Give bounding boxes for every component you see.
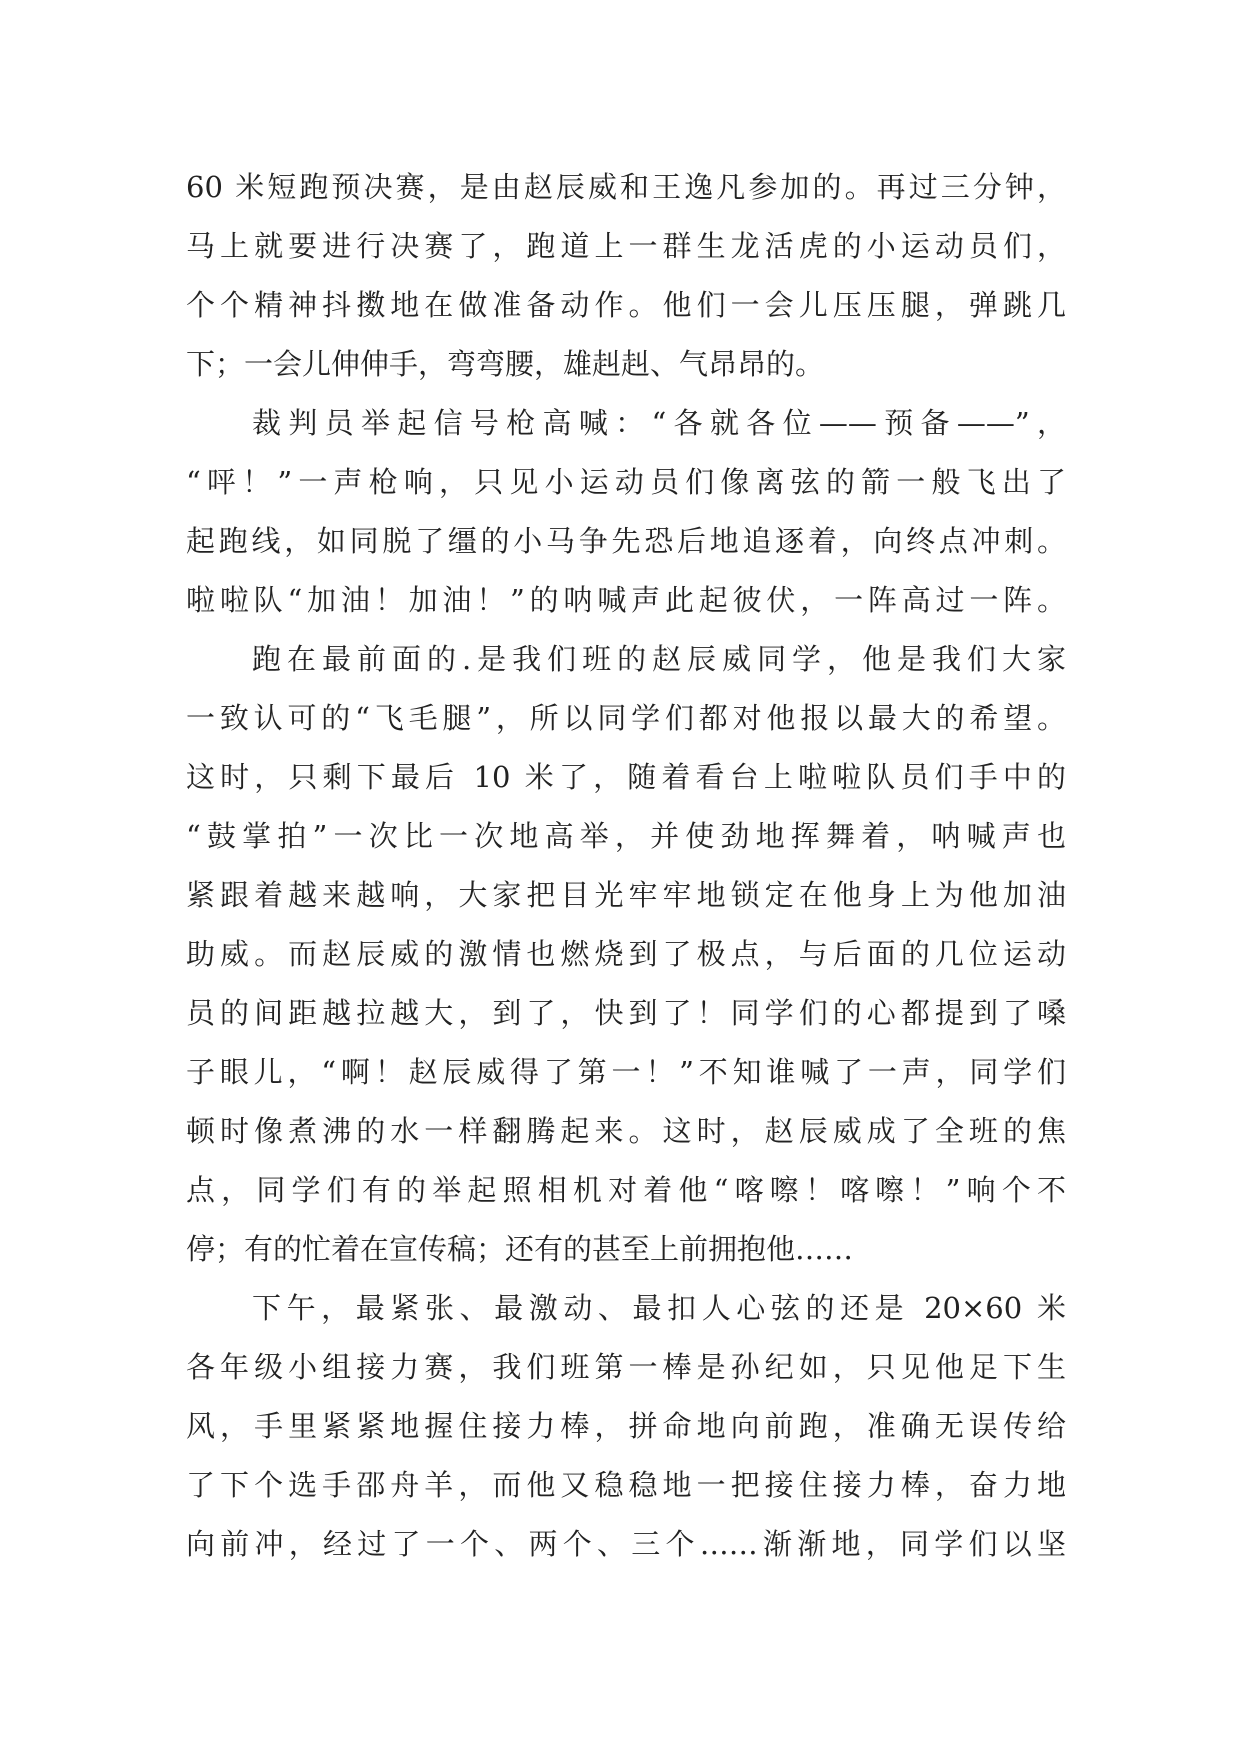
text-line: 下；一会儿伸伸手，弯弯腰，雄赳赳、气昂昂的。 bbox=[186, 347, 825, 381]
text-line: “呯！”一声枪响，只见小运动员们像离弦的箭一般飞出了 bbox=[186, 465, 1066, 499]
text-line: 了下个选手邵舟羊，而他又稳稳地一把接住接力棒，奋力地 bbox=[186, 1468, 1066, 1502]
text-line: 60 米短跑预决赛，是由赵辰威和王逸凡参加的。再过三分钟， bbox=[186, 170, 1066, 204]
text-line: 个个精神抖擞地在做准备动作。他们一会儿压压腿，弹跳几 bbox=[186, 288, 1066, 322]
text-line: 啦啦队“加油！加油！”的呐喊声此起彼伏，一阵高过一阵。 bbox=[186, 583, 1066, 617]
text-line: 点，同学们有的举起照相机对着他“喀嚓！喀嚓！”响个不 bbox=[186, 1173, 1066, 1207]
text-line: 子眼儿，“啊！赵辰威得了第一！”不知谁喊了一声，同学们 bbox=[186, 1055, 1066, 1089]
text-line: 这时，只剩下最后 10 米了，随着看台上啦啦队员们手中的 bbox=[186, 760, 1066, 794]
text-line: 跑在最前面的.是我们班的赵辰威同学，他是我们大家 bbox=[252, 642, 1066, 676]
document-body bbox=[186, 158, 1066, 1574]
text-line: 下午，最紧张、最激动、最扣人心弦的还是 20×60 米 bbox=[252, 1291, 1066, 1325]
text-line: 一致认可的“飞毛腿”，所以同学们都对他报以最大的希望。 bbox=[186, 701, 1066, 735]
text-line: 裁判员举起信号枪高喊：“各就各位——预备——”， bbox=[252, 406, 1066, 440]
text-line: 风，手里紧紧地握住接力棒，拼命地向前跑，准确无误传给 bbox=[186, 1409, 1066, 1443]
text-line: 起跑线，如同脱了缰的小马争先恐后地追逐着，向终点冲刺。 bbox=[186, 524, 1066, 558]
text-line: 员的间距越拉越大，到了，快到了！同学们的心都提到了嗓 bbox=[186, 996, 1066, 1030]
text-line: “鼓掌拍”一次比一次地高举，并使劲地挥舞着，呐喊声也 bbox=[186, 819, 1066, 853]
text-line: 各年级小组接力赛，我们班第一棒是孙纪如，只见他足下生 bbox=[186, 1350, 1066, 1384]
text-line: 停；有的忙着在宣传稿；还有的甚至上前拥抱他…… bbox=[186, 1232, 854, 1266]
text-line: 助威。而赵辰威的激情也燃烧到了极点，与后面的几位运动 bbox=[186, 937, 1066, 971]
text-line: 紧跟着越来越响，大家把目光牢牢地锁定在他身上为他加油 bbox=[186, 878, 1066, 912]
text-line: 顿时像煮沸的水一样翻腾起来。这时，赵辰威成了全班的焦 bbox=[186, 1114, 1066, 1148]
text-line: 向前冲，经过了一个、两个、三个……渐渐地，同学们以坚 bbox=[186, 1527, 1066, 1561]
text-line: 马上就要进行决赛了，跑道上一群生龙活虎的小运动员们， bbox=[186, 229, 1066, 263]
